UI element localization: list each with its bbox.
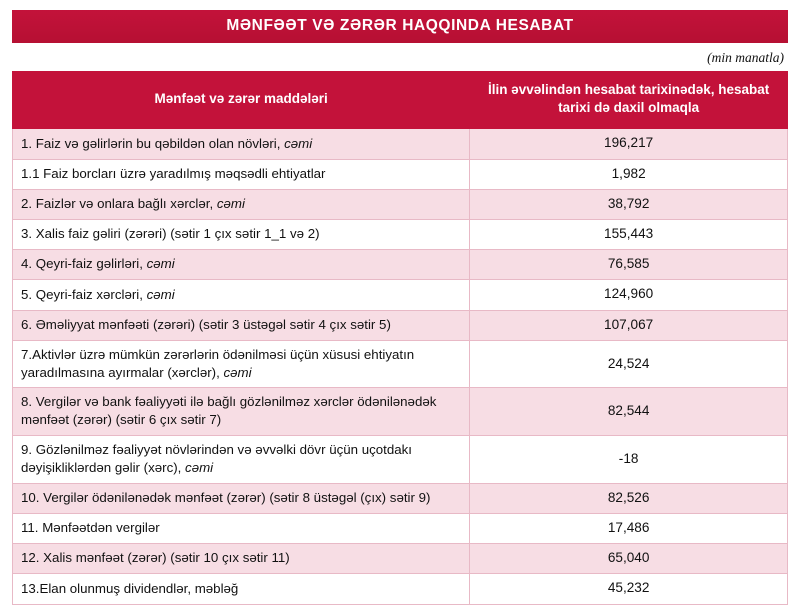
row-label <box>13 189 470 219</box>
profit-loss-table <box>12 71 788 605</box>
row-label-text: 1.1 Faiz borcları üzrə yaradılmış məqsədli ehtiyatlar <box>21 165 326 181</box>
row-label <box>13 574 470 604</box>
row-label <box>13 129 470 159</box>
row-value: 107,067 <box>470 310 788 340</box>
row-label <box>13 340 470 388</box>
row-label-text: 6. Əməliyyat mənfəəti (zərəri) (sətir 3 üstəgəl sətir 4 çıx sətir 5) <box>21 316 391 332</box>
row-label-emphasis: cəmi <box>223 364 252 380</box>
table-body <box>13 129 788 604</box>
row-label-text: 3. Xalis faiz gəliri (zərəri) (sətir 1 çıx sətir 1_1 və 2) <box>21 226 320 242</box>
table-row <box>13 250 788 280</box>
row-label <box>13 513 470 543</box>
row-label-text: 13.Elan olunmuş dividendlər, məbləğ <box>21 580 239 596</box>
row-label-text: 9. Gözlənilməz fəaliyyət növlərindən və əvvəlki dövr üçün uçotdakı dəyişikliklərdən gəlir (xərc), <box>21 442 412 475</box>
table-row <box>13 129 788 159</box>
row-label-text: 7.Aktivlər üzrə mümkün zərərlərin ödənilməsi üçün xüsusi ehtiyatın yaradılmasına ayırmalar (xərclər), <box>21 346 415 380</box>
row-value: 38,792 <box>470 189 788 219</box>
row-label-text: 11. Mənfəətdən vergilər <box>21 520 160 536</box>
table-row <box>13 513 788 543</box>
row-label-text: 5. Qeyri-faiz xərcləri, <box>21 286 147 302</box>
row-value: 1,982 <box>470 159 788 189</box>
table-row <box>13 159 788 189</box>
row-label <box>13 280 470 310</box>
row-label-text: 10. Vergilər ödənilənədək mənfəət (zərər) (sətir 8 üstəgəl (çıx) sətir 9) <box>21 489 431 505</box>
row-value: 65,040 <box>470 544 788 574</box>
row-label <box>13 544 470 574</box>
row-label-emphasis: cəmi <box>185 459 214 475</box>
row-value: 76,585 <box>470 250 788 280</box>
row-value: 124,960 <box>470 280 788 310</box>
table-row <box>13 280 788 310</box>
row-label-text: 4. Qeyri-faiz gəlirləri, <box>21 256 147 272</box>
row-label <box>13 310 470 340</box>
units-note: (min manatla) <box>707 50 784 65</box>
row-value: 155,443 <box>470 220 788 250</box>
row-value: 45,232 <box>470 574 788 604</box>
row-label <box>13 483 470 513</box>
table-row <box>13 544 788 574</box>
row-label-emphasis: cəmi <box>146 256 175 272</box>
row-value: 82,544 <box>470 388 788 436</box>
table-row <box>13 310 788 340</box>
row-value: 82,526 <box>470 483 788 513</box>
row-label-emphasis: cəmi <box>284 135 313 151</box>
row-label-emphasis: cəmi <box>216 196 245 212</box>
row-label <box>13 250 470 280</box>
table-row <box>13 189 788 219</box>
table-row <box>13 388 788 436</box>
table-header-row <box>13 72 788 129</box>
row-value: 24,524 <box>470 340 788 388</box>
table-row <box>13 436 788 484</box>
row-label-text: 12. Xalis mənfəət (zərər) (sətir 10 çıx sətir 11) <box>21 550 290 566</box>
table-row <box>13 483 788 513</box>
row-value: 17,486 <box>470 513 788 543</box>
column-header-value: İlin əvvəlindən hesabat tarixinədək, hesabat tarixi də daxil olmaqla <box>470 72 788 129</box>
row-value: -18 <box>470 436 788 484</box>
table-row <box>13 574 788 604</box>
row-label-text: 2. Faizlər və onlara bağlı xərclər, <box>21 196 217 212</box>
row-label <box>13 220 470 250</box>
row-label <box>13 159 470 189</box>
row-label <box>13 388 470 436</box>
page-title: MƏNFƏƏT VƏ ZƏRƏR HAQQINDA HESABAT <box>12 10 788 43</box>
row-label-emphasis: cəmi <box>146 286 175 302</box>
table-row <box>13 220 788 250</box>
column-header-label: Mənfəət və zərər maddələri <box>13 72 470 129</box>
row-value: 196,217 <box>470 129 788 159</box>
row-label-text: 8. Vergilər və bank fəaliyyəti ilə bağlı gözlənilməz xərclər ödənilənədək mənfəət (zərər) (sətir 6 çıx sətir 7) <box>21 394 437 428</box>
row-label-text: 1. Faiz və gəlirlərin bu qəbildən olan növləri, <box>21 135 285 151</box>
table-row <box>13 340 788 388</box>
row-label <box>13 436 470 484</box>
table-header <box>13 72 788 129</box>
